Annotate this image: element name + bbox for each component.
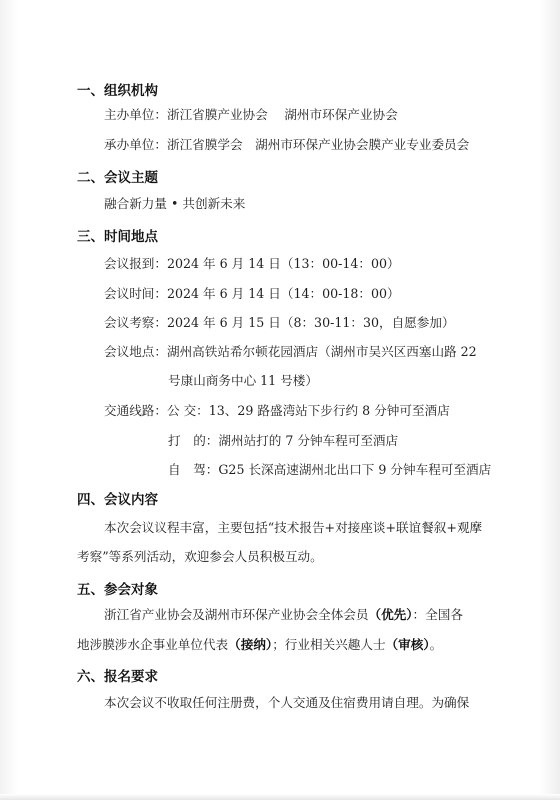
registration-line-1: 本次会议不收取任何注册费，个人交通及住宿费用请自理。为确保: [104, 695, 470, 710]
section-heading-theme: 二、会议主题: [77, 170, 158, 186]
section-heading-registration: 六、报名要求: [77, 669, 158, 685]
route-taxi-line: 打 的：湖州站打的 7 分钟车程可至酒店: [168, 433, 399, 448]
attendees-line2-end: 。: [429, 637, 443, 652]
attendees-line1-tail: ：全国各: [412, 607, 463, 622]
section-heading-organization: 一、组织机构: [77, 83, 158, 99]
theme-text: 融合新力量 • 共创新未来: [104, 196, 246, 211]
content-line-2: 考察”等系列活动，欢迎参会人员积极互动。: [77, 549, 323, 564]
inspection-time-line: 会议考察：2024 年 6 月 15 日（8：30-11：30，自愿参加）: [104, 315, 455, 330]
host-unit-line: 主办单位：浙江省膜产业协会 湖州市环保产业协会: [104, 107, 398, 122]
route-drive-line: 自 驾：G25 长深高速湖州北出口下 9 分钟车程可至酒店: [168, 462, 492, 477]
attendees-reps-text: 地涉膜涉水企事业单位代表: [77, 637, 229, 652]
page-bottom-edge: [0, 794, 560, 800]
route-bus-line: 交通线路：公 交：13、29 路盛湾站下步行约 8 分钟可至酒店: [104, 403, 450, 418]
meeting-time-line: 会议时间：2024 年 6 月 14 日（14：00-18：00）: [104, 286, 400, 301]
venue-line-1: 会议地点：湖州高铁站希尔顿花园酒店（湖州市吴兴区西塞山路 22: [104, 344, 477, 359]
accepted-tag: （接纳）: [228, 637, 273, 652]
registration-time-line: 会议报到：2024 年 6 月 14 日（13：00-14：00）: [104, 256, 400, 271]
attendees-line-2: [77, 636, 442, 654]
attendees-interested-text: ；行业相关兴趣人士: [272, 637, 386, 652]
organizer-unit-line: 承办单位：浙江省膜学会 湖州市环保产业协会膜产业专业委员会: [104, 137, 470, 152]
content-line-1: 本次会议议程丰富，主要包括“技术报告+对接座谈+联谊餐叙+观摩: [104, 520, 483, 535]
attendees-members-text: 浙江省产业协会及湖州市环保产业协会全体会员: [104, 607, 369, 622]
review-tag: （审核）: [385, 637, 430, 652]
section-heading-attendees: 五、参会对象: [77, 582, 158, 598]
section-heading-time-place: 三、时间地点: [77, 229, 158, 245]
attendees-line-1: [104, 606, 463, 624]
venue-line-2: 号康山商务中心 11 号楼）: [168, 373, 318, 388]
priority-tag: （优先）: [368, 607, 413, 622]
section-heading-content: 四、会议内容: [77, 492, 158, 508]
